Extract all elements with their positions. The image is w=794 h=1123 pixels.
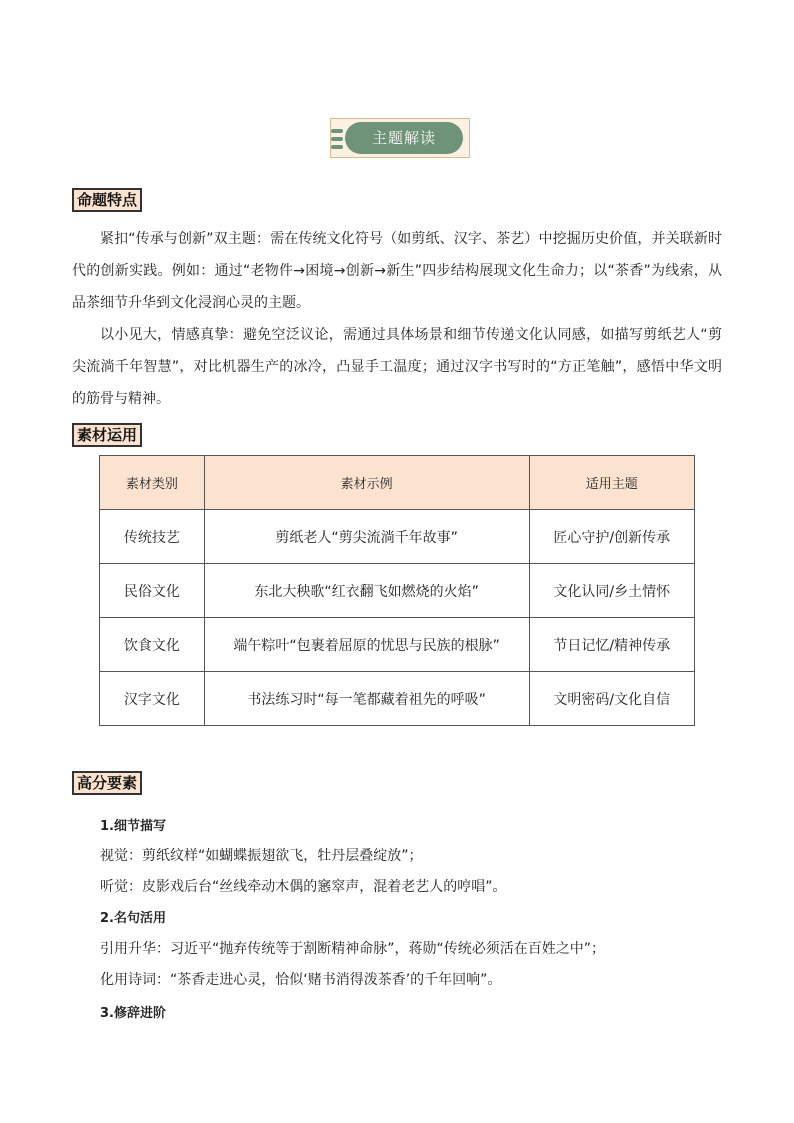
table-cell: 剪纸老人“剪尖流淌千年故事” (204, 510, 529, 564)
table-header-cell: 素材示例 (204, 456, 529, 510)
table-header-cell: 素材类别 (100, 456, 205, 510)
table-cell: 节日记忆/精神传承 (529, 618, 694, 672)
table-row (100, 564, 695, 618)
score-subtitle: 3.修辞进阶 (100, 1006, 166, 1021)
decoration-bar-icon (331, 129, 343, 133)
table-cell: 传统技艺 (100, 510, 205, 564)
table-cell: 书法练习时“每一笔都藏着祖先的呼吸” (204, 672, 529, 726)
table-cell: 文明密码/文化自信 (529, 672, 694, 726)
table-cell: 端午粽叶“包裹着屈原的忧思与民族的根脉” (204, 618, 529, 672)
section-heading-feature: 命题特点 (72, 188, 142, 212)
score-line: 听觉：皮影戏后台“丝线牵动木偶的窸窣声，混着老艺人的哼唱”。 (100, 879, 507, 895)
score-line: 引用升华：习近平“抛弃传统等于割断精神命脉”，蒋勋“传统必须活在百姓之中”； (100, 941, 606, 957)
table-row (100, 618, 695, 672)
theme-banner (330, 118, 470, 158)
score-subtitle: 2.名句活用 (100, 911, 166, 926)
score-subtitle: 1.细节描写 (100, 819, 166, 834)
decoration-bar-icon (331, 137, 343, 141)
table-row (100, 510, 695, 564)
section-heading-material: 素材运用 (72, 423, 142, 447)
decoration-bar-icon (331, 145, 343, 149)
score-line: 视觉：剪纸纹样“如蝴蝶振翅欲飞，牡丹层叠绽放”； (100, 848, 423, 864)
table-cell: 民俗文化 (100, 564, 205, 618)
feature-paragraph-1: 紧扣“传承与创新”双主题：需在传统文化符号（如剪纸、汉字、茶艺）中挖掘历史价值，并关联新时代的创新实践。例如：通过“老物件→困境→创新→新生”四步结构展现文化生命力；以“茶香”为线索，从品茶细节升华到文化浸润心灵的主题。 (72, 231, 722, 311)
table-cell: 匠心守护/创新传承 (529, 510, 694, 564)
material-table (99, 455, 695, 726)
feature-paragraph-2: 以小见大，情感真挚：避免空泛议论，需通过具体场景和细节传递文化认同感，如描写剪纸艺人“剪尖流淌千年智慧”，对比机器生产的冰冷，凸显手工温度；通过汉字书写时的“方正笔触”，感悟中华文明的筋骨与精神。 (72, 327, 722, 407)
table-header-row (100, 456, 695, 510)
table-cell: 文化认同/乡土情怀 (529, 564, 694, 618)
table-cell: 汉字文化 (100, 672, 205, 726)
table-cell: 饮食文化 (100, 618, 205, 672)
theme-title: 主题解读 (345, 122, 463, 154)
table-cell: 东北大秧歌“红衣翻飞如燃烧的火焰” (204, 564, 529, 618)
score-line: 化用诗词：“茶香走进心灵，恰似‘赌书消得泼茶香’的千年回响”。 (100, 972, 502, 988)
table-header-cell: 适用主题 (529, 456, 694, 510)
section-heading-score: 高分要素 (72, 771, 142, 795)
table-row (100, 672, 695, 726)
